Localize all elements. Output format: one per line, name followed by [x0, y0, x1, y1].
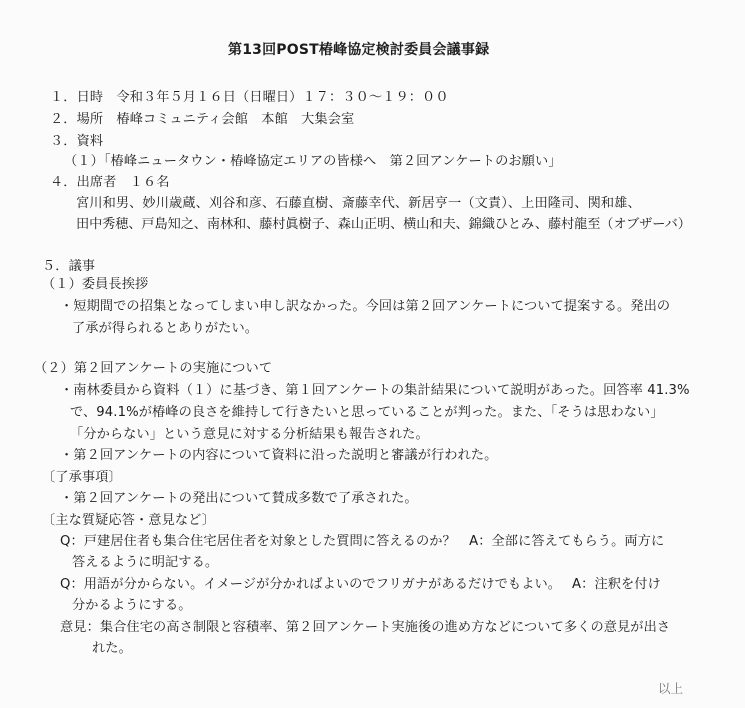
- section-2-line-4: ・第２回アンケートの内容について資料に沿った説明と審議が行われた。: [60, 448, 498, 463]
- qa-1-line-1: Q：戸建居住者も集合住宅居住者を対象とした質問に答えるのか？ A：全部に答えてもらう。両方に: [60, 534, 665, 549]
- document-title: 第13回POST椿峰協定検討委員会議事録: [228, 42, 490, 58]
- approved-line-1: ・第２回アンケートの発出について賛成多数で了承された。: [60, 491, 418, 506]
- item-place: ２．場所 椿峰コミュニティ会館 本館 大集会室: [50, 112, 355, 127]
- item-materials: ３．資料: [50, 134, 104, 149]
- section-2-line-3: 「分からない」という意見に対する分析結果も報告された。: [70, 427, 429, 442]
- approved-heading: 〔了承事項〕: [42, 470, 122, 485]
- qa-heading: 〔主な質疑応答・意見など〕: [42, 513, 216, 528]
- qa-2-line-2: 分かるようにする。: [72, 598, 192, 613]
- opinion-line-2: れた。: [92, 641, 132, 656]
- section-1-line-2: 了承が得られるとありがたい。: [72, 321, 259, 336]
- section-1-heading: （１）委員長挨拶: [42, 277, 149, 292]
- qa-1-line-2: 答えるように明記する。: [72, 555, 219, 570]
- section-2-line-1: ・南林委員から資料（１）に基づき、第１回アンケートの集計結果について説明があった。回答率 41.3%: [60, 383, 690, 398]
- section-1-line-1: ・短期間での招集となってしまい申し訳なかった。今回は第２回アンケートについて提案する。発出の: [60, 299, 671, 314]
- closing-mark: 以上: [658, 681, 684, 696]
- qa-2-line-1: Q：用語が分からない。イメージが分かればよいのでフリガナがあるだけでもよい。 A：注釈を付け: [60, 577, 661, 592]
- material-1: （１）「椿峰ニュータウン・椿峰協定エリアの皆様へ 第２回アンケートのお願い」: [64, 154, 562, 169]
- attendee-names-line-1: 宮川和男、妙川歳蔵、刈谷和彦、石藤直樹、斎藤幸代、新居亨一（文責）、上田隆司、関和雄、: [76, 196, 641, 211]
- item-datetime: １．日時 令和３年５月１６日（日曜日）１７：３０～１９：００: [50, 90, 449, 105]
- section-2-line-2: で、94.1%が椿峰の良さを維持して行きたいと思っていることが判った。また、「そうは思わない」: [70, 405, 664, 420]
- opinion-line-1: 意見：集合住宅の高さ制限と容積率、第２回アンケート実施後の進め方などについて多くの意見が出さ: [60, 620, 671, 635]
- agenda-heading: ５．議事: [42, 259, 96, 274]
- attendee-names-line-2: 田中秀穂、戸島知之、南林和、藤村眞樹子、森山正明、横山和夫、錦織ひとみ、藤村龍至（オブザーバ）: [76, 217, 691, 232]
- section-2-heading: （２）第２回アンケートの実施について: [34, 361, 273, 376]
- item-attendees: ４．出席者 １６名: [50, 175, 170, 190]
